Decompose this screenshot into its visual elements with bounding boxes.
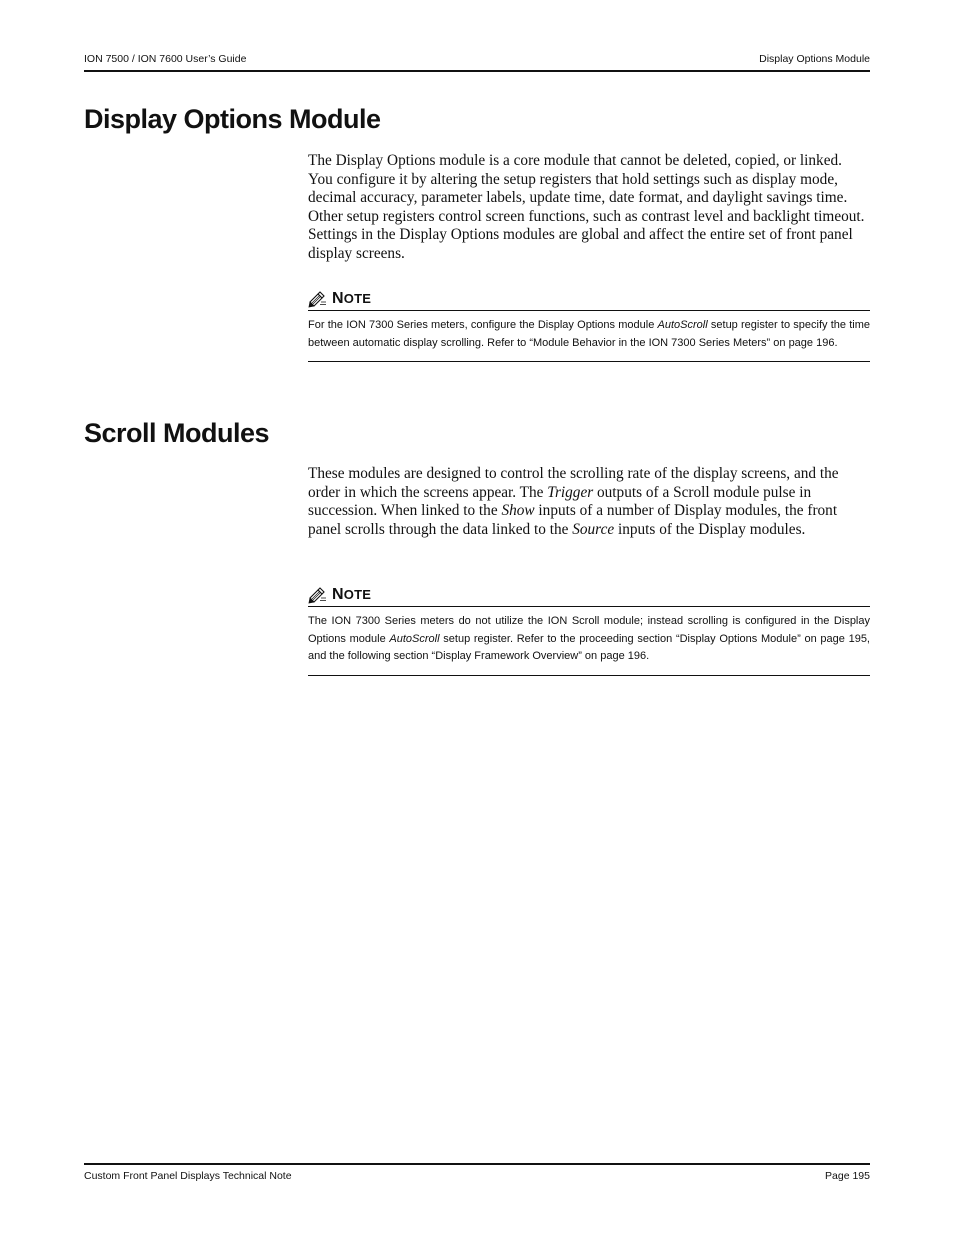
section-body-display-options: The Display Options module is a core module that cannot be deleted, copied, or linked. You configure it by altering the setup registers that hold settings such as display mode, decimal accuracy, parameter labels, update time, date format, and daylight savings time. Other setup registers control screen functions, such as contrast level and backlight timeout. Settings in the Display Options modules are global and affect the entire set of front panel display screens. [308, 152, 865, 262]
note-header [308, 286, 870, 311]
footer-document-title: Custom Front Panel Displays Technical Note [84, 1170, 292, 1182]
note-box-scroll-modules [308, 582, 870, 676]
note-text: For the ION 7300 Series meters, configure the Display Options module AutoScroll setup register to specify the time between automatic display scrolling. Refer to “Module Behavior in the ION 7300 Series Meters” on page 196. [308, 311, 870, 362]
section-heading-scroll-modules: Scroll Modules [84, 418, 270, 448]
section-body-scroll-modules: These modules are designed to control the scrolling rate of the display screens, and the order in which the screens appear. The Trigger outputs of a Scroll module pulse in succession. When linked to the Show inputs of a number of Display modules, the front panel scrolls through the data linked to the Source inputs of the Display modules. [308, 465, 839, 538]
note-box-display-options [308, 286, 870, 362]
page-header [84, 53, 870, 72]
page-number: Page 195 [825, 1170, 870, 1182]
note-title: NOTE [332, 290, 372, 307]
page-footer [84, 1163, 870, 1182]
note-title: NOTE [332, 586, 372, 603]
note-pencil-icon [308, 586, 328, 604]
section-heading-display-options: Display Options Module [84, 104, 381, 134]
note-header [308, 582, 870, 607]
header-guide-title: ION 7500 / ION 7600 User’s Guide [84, 53, 247, 65]
header-section-title: Display Options Module [759, 53, 870, 65]
note-text: The ION 7300 Series meters do not utilize the ION Scroll module; instead scrolling is configured in the Display Options module AutoScroll setup register. Refer to the proceeding section “Display Options Module” on page 195, and the following section “Display Framework Overview” on page 196. [308, 607, 870, 676]
note-pencil-icon [308, 290, 328, 308]
